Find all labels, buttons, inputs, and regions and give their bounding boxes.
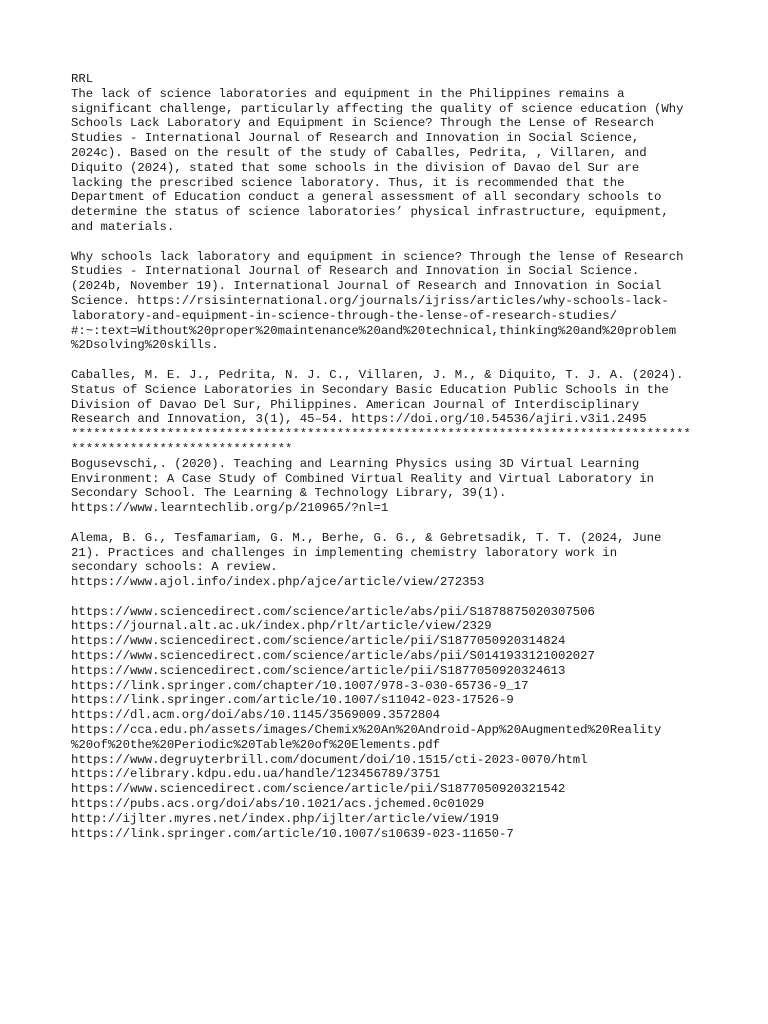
blank-line [71,590,711,605]
reference-link[interactable]: https://www.ajol.info/index.php/ajce/article/view/272353 [71,575,485,590]
paragraph-line: Studies - International Journal of Research and Innovation in Social Science, [71,131,640,146]
paragraph-line: significant challenge, particularly affecting the quality of science education (Why [71,101,684,116]
link-item[interactable]: %20of%20the%20Periodic%20Table%20of%20Elements.pdf [71,737,440,752]
link-item[interactable]: https://cca.edu.ph/assets/images/Chemix%20An%20Android-App%20Augmented%20Reality [71,723,662,738]
reference-line: Alema, B. G., Tesfamariam, G. M., Berhe, G. G., & Gebretsadik, T. T. (2024, June [71,530,662,545]
paragraph-line: determine the status of science laboratories’ physical infrastructure, equipment, [71,205,669,220]
reference-line: %2Dsolving%20skills. [71,338,219,353]
blank-line [71,516,711,531]
reference-entry-why-schools [71,250,711,354]
paragraph-line: 2024c). Based on the result of the study of Caballes, Pedrita, , Villaren, and [71,145,647,160]
link-item[interactable]: https://link.springer.com/article/10.1007/s10639-023-11650-7 [71,826,514,841]
link-item[interactable]: https://pubs.acs.org/doi/abs/10.1021/acs.jchemed.0c01029 [71,797,485,812]
document-page [71,72,711,841]
link-item[interactable]: https://www.degruyterbrill.com/document/doi/10.1515/cti-2023-0070/html [71,752,588,767]
link-item[interactable]: https://dl.acm.org/doi/abs/10.1145/3569009.3572804 [71,708,440,723]
paragraph-line: Diquito (2024), stated that some schools in the division of Davao del Sur are [71,160,640,175]
link-item[interactable]: https://www.sciencedirect.com/science/article/pii/S1877050920321542 [71,782,566,797]
reference-line: Why schools lack laboratory and equipment in science? Through the lense of Research [71,249,684,264]
reference-line: Environment: A Case Study of Combined Virtual Reality and Virtual Laboratory in [71,471,654,486]
link-item[interactable]: https://link.springer.com/chapter/10.1007/978-3-030-65736-9_17 [71,678,529,693]
reference-line: secondary schools: A review. [71,560,278,575]
paragraph-line: Schools Lack Laboratory and Equipment in Science? Through the Lense of Research [71,116,654,131]
blank-line [71,353,711,368]
document-heading: RRL [71,72,94,86]
reference-line: Division of Davao Del Sur, Philippines. American Journal of Interdisciplinary [71,397,640,412]
link-list [71,605,711,842]
intro-paragraph [71,87,711,235]
reference-line: Status of Science Laboratories in Secondary Basic Education Public Schools in the [71,382,669,397]
reference-line: Studies - International Journal of Research and Innovation in Social Science. [71,264,640,279]
paragraph-line: Department of Education conduct a general assessment of all secondary schools to [71,190,662,205]
link-item[interactable]: https://www.sciencedirect.com/science/article/abs/pii/S1878875020307506 [71,604,595,619]
reference-line: (2024b, November 19). International Journal of Research and Innovation in Social [71,279,662,294]
asterisk-divider: ************************************************************************************ [71,427,691,442]
reference-link[interactable]: https://www.learntechlib.org/p/210965/?nl=1 [71,501,389,516]
reference-line: Research and Innovation, 3(1), 45–54. https://doi.org/10.54536/ajiri.v3i1.2495 [71,412,647,427]
reference-line: Caballes, M. E. J., Pedrita, N. J. C., Villaren, J. M., & Diquito, T. J. A. (2024). [71,367,684,382]
reference-entry-bogusevschi [71,457,711,516]
paragraph-line: The lack of science laboratories and equipment in the Philippines remains a [71,86,625,101]
link-item[interactable]: https://www.sciencedirect.com/science/article/abs/pii/S0141933121002027 [71,649,595,664]
reference-entry-caballes [71,368,711,457]
reference-line: laboratory-and-equipment-in-science-through-the-lense-of-research-studies/ [71,308,618,323]
link-item[interactable]: http://ijlter.myres.net/index.php/ijlter/article/view/1919 [71,811,500,826]
reference-line: #:~:text=Without%20proper%20maintenance%20and%20technical,thinking%20and%20problem [71,323,677,338]
link-item[interactable]: https://journal.alt.ac.uk/index.php/rlt/article/view/2329 [71,619,492,634]
link-item[interactable]: https://elibrary.kdpu.edu.ua/handle/123456789/3751 [71,767,440,782]
paragraph-line: lacking the prescribed science laboratory. Thus, it is recommended that the [71,175,625,190]
reference-line: Science. https://rsisinternational.org/journals/ijriss/articles/why-schools-lack- [71,293,669,308]
link-item[interactable]: https://link.springer.com/article/10.1007/s11042-023-17526-9 [71,693,514,708]
link-item[interactable]: https://www.sciencedirect.com/science/article/pii/S1877050920314824 [71,634,566,649]
reference-line: 21). Practices and challenges in implementing chemistry laboratory work in [71,545,618,560]
reference-line: Bogusevschi,. (2020). Teaching and Learning Physics using 3D Virtual Learning [71,456,640,471]
asterisk-divider: ****************************** [71,441,293,456]
blank-line [71,235,711,250]
reference-line: Secondary School. The Learning & Technology Library, 39(1). [71,486,507,501]
link-item[interactable]: https://www.sciencedirect.com/science/article/pii/S1877050920324613 [71,663,566,678]
paragraph-line: and materials. [71,219,175,234]
reference-entry-alema [71,531,711,590]
